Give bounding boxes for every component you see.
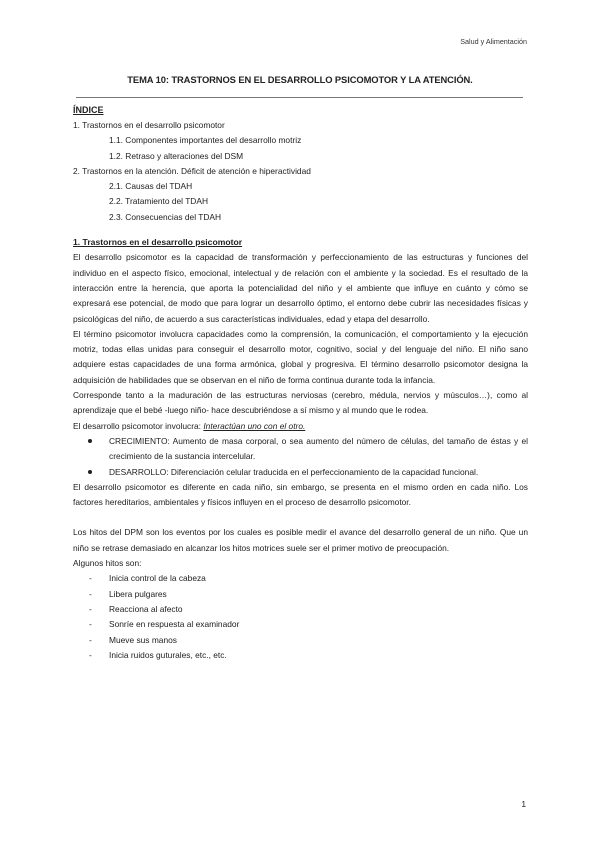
hitos-list [73,571,528,663]
list-item [73,648,528,663]
toc-item: 2. Trastornos en la atención. Déficit de atención e hiperactividad [73,165,311,176]
running-header: Salud y Alimentación [460,37,527,46]
toc-item: 2.1. Causas del TDAH [109,181,193,192]
dash-icon: - [89,619,92,630]
dash-icon: - [89,649,92,660]
dash-icon: - [89,588,92,599]
document-body [73,103,528,663]
toc-item: 1.1. Componentes importantes del desarrollo motriz [109,135,302,146]
list-item [73,571,528,586]
list-item-text: Inicia control de la cabeza [109,573,206,584]
bullet-dot-icon [88,470,92,474]
dash-icon: - [89,573,92,584]
list-item-text: Mueve sus manos [109,634,177,645]
bullet-item [73,465,528,480]
list-item [73,633,528,648]
table-of-contents [73,118,528,225]
paragraph: El desarrollo psicomotor es la capacidad de transformación y perfeccionamiento de las estructuras y funciones del individuo en el aspecto físico, emocional, intelectual y de relación con el ambiente y la sociedad. Es el resultado de la interacción entre la herencia, que aporta la potencialidad del niño y el ambiente que influye en cuánto y cómo se expresará ese potencial, de modo que para lograr un desarrollo óptimo, el entorno debe cubrir las necesidades físicas y psicológicas del niño, de acuerdo a sus características individuales, edad y etapa del desarrollo. [73,252,528,324]
list-item-text: Reacciona al afecto [109,603,183,614]
bullet-item [73,434,528,465]
paragraph-text: El desarrollo psicomotor involucra: [73,420,204,431]
bullet-list [73,434,528,480]
document-title: TEMA 10: TRASTORNOS EN EL DESARROLLO PSICOMOTOR Y LA ATENCIÓN. [127,74,473,85]
emphasis-text: Interactúan uno con el otro. [203,420,306,431]
paragraph: El término psicomotor involucra capacidades como la comprensión, la comunicación, el comportamiento y la ejecución motriz, todas ellas unidas para conseguir el desarrollo motor, cognitivo, social y del lenguaje del niño. El niño sano adquiere estas capacidades de una forma armónica, global y progresiva. El término desarrollo psicomotor designa la adquisición de habilidades que se observan en el niño de forma continua durante toda la infancia. [73,328,528,385]
list-item-text: Inicia ruidos guturales, etc., etc. [109,649,227,660]
toc-item: 2.3. Consecuencias del TDAH [109,211,222,222]
dash-icon: - [89,603,92,614]
paragraph: Los hitos del DPM son los eventos por los cuales es posible medir el avance del desarrollo general de un niño. Que un niño se retrase demasiado en alcanzar los hitos motrices suele ser el primer motivo de preocupación. [73,527,528,553]
title-divider [76,97,523,98]
bullet-text: CRECIMIENTO: Aumento de masa corporal, o sea aumento del número de células, del tamaño de éstas y el crecimiento de la sustancia intercelular. [109,435,528,462]
page-number: 1 [521,799,526,809]
list-item-text: Sonríe en respuesta al examinador [109,619,240,630]
index-heading: ÍNDICE [73,105,104,115]
list-item-text: Libera pulgares [109,588,167,599]
paragraph [73,419,528,434]
section-heading: 1. Trastornos en el desarrollo psicomotor [73,237,243,248]
paragraph: El desarrollo psicomotor es diferente en cada niño, sin embargo, se presenta en el mismo orden en cada niño. Los factores hereditarios, ambientales y físicos influyen en el proceso de desarrollo psicomotor. [73,481,528,508]
bullet-text: DESARROLLO: Diferenciación celular traducida en el perfeccionamiento de la capacidad funcional. [109,466,479,477]
toc-item: 1.2. Retraso y alteraciones del DSM [109,150,244,161]
dash-icon: - [89,634,92,645]
hitos-label: Algunos hitos son: [73,558,142,569]
toc-item: 2.2. Tratamiento del TDAH [109,196,208,207]
paragraph: Corresponde tanto a la maduración de las estructuras nerviosas (cerebro, médula, nervios y músculos…), como al aprendizaje que el bebé -luego niño- hace descubriéndose a sí mismo y al mundo que le rodea. [73,390,528,416]
list-item [73,617,528,632]
list-item [73,602,528,617]
bullet-dot-icon [88,439,92,443]
list-item [73,587,528,602]
toc-item: 1. Trastornos en el desarrollo psicomotor [73,120,225,130]
